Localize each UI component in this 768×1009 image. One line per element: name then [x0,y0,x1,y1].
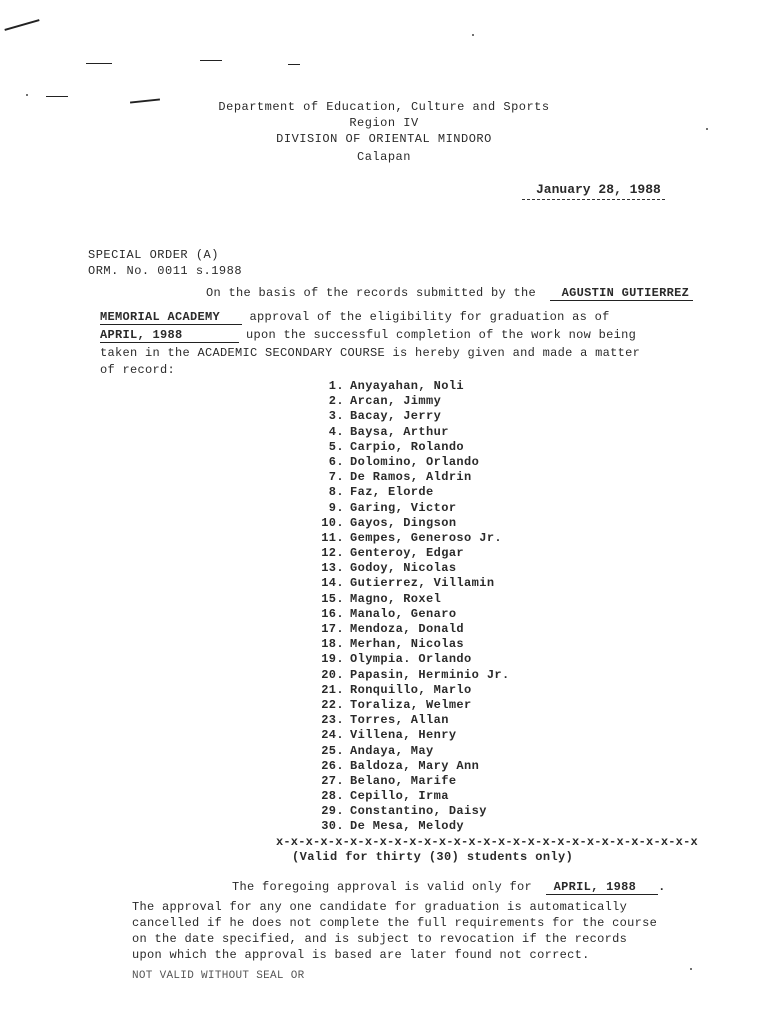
student-list [316,379,510,835]
student-name: Carpio, Rolando [350,439,465,454]
scan-speck [26,94,28,96]
student-row [316,652,510,667]
special-order-title: SPECIAL ORDER (A) [88,248,219,262]
student-number: 11. [321,530,344,545]
scan-speck [690,968,692,970]
student-number: 19. [321,652,344,667]
student-name: Constantino, Daisy [350,804,487,819]
student-number: 8. [328,485,344,500]
student-number: 30. [321,819,344,834]
student-name: Magno, Roxel [350,591,442,606]
student-name: Gayos, Dingson [350,515,457,530]
body-line-3 [100,328,636,343]
school-name-part-2: MEMORIAL ACADEMY [100,310,242,325]
student-row [316,501,510,516]
scan-mark [288,64,300,65]
special-order-number: ORM. No. 0011 s.1988 [88,264,243,278]
student-row [316,470,510,485]
student-number: 14. [321,576,344,591]
student-name: De Ramos, Aldrin [350,470,472,485]
student-name: Torres, Allan [350,713,449,728]
body-line-2-text: approval of the eligibility for graduation as of [249,310,610,324]
closing-line-1-text: The foregoing approval is valid only for [232,880,533,894]
student-row [316,546,510,561]
student-number: 7. [328,470,344,485]
scan-speck [472,34,474,36]
closing-line-3: cancelled if he does not complete the full requirements for the course [132,916,658,930]
student-number: 21. [321,682,344,697]
student-row [316,394,510,409]
student-number: 24. [321,728,344,743]
student-row [316,440,510,455]
student-row [316,409,510,424]
student-name: Godoy, Nicolas [350,561,457,576]
student-name: Olympia. Orlando [350,652,472,667]
student-name: Faz, Elorde [350,485,434,500]
student-number: 26. [321,758,344,773]
header-division: DIVISION OF ORIENTAL MINDORO [276,132,492,146]
graduation-date: APRIL, 1988 [100,328,239,343]
student-name: Genteroy, Edgar [350,546,465,561]
closing-line-6: NOT VALID WITHOUT SEAL OR [132,970,305,982]
closing-line-4: on the date specified, and is subject to revocation if the records [132,932,628,946]
body-line-1 [206,286,693,301]
document-date: January 28, 1988 [522,182,665,200]
student-number: 17. [321,622,344,636]
student-number: 27. [321,773,344,788]
student-row [316,592,510,607]
scan-mark [46,96,68,97]
student-name: Papasin, Herminio Jr. [350,667,510,682]
student-name: Anyayahan, Noli [350,379,465,393]
student-name: Gutierrez, Villamin [350,576,495,591]
student-row [316,744,510,759]
student-name: Ronquillo, Marlo [350,682,472,697]
student-number: 28. [321,789,344,804]
student-name: Garing, Victor [350,500,457,515]
scan-mark [4,19,39,31]
student-number: 6. [328,454,344,469]
student-name: De Mesa, Melody [350,819,465,834]
valid-until-date: APRIL, 1988 [546,880,659,895]
student-number: 5. [328,439,344,454]
student-number: 20. [321,667,344,682]
student-number: 2. [328,394,344,409]
student-row [316,774,510,789]
student-row [316,622,510,637]
student-name: Toraliza, Welmer [350,697,472,712]
student-name: Cepillo, Irma [350,789,449,804]
student-number: 25. [321,743,344,758]
student-name: Dolomino, Orlando [350,454,480,469]
student-name: Belano, Marife [350,773,457,788]
student-row [316,713,510,728]
student-name: Villena, Henry [350,728,457,743]
student-name: Gempes, Generoso Jr. [350,530,503,545]
student-name: Andaya, May [350,743,434,758]
student-number: 1. [328,379,344,393]
student-number: 16. [321,606,344,621]
student-row [316,789,510,804]
student-row [316,531,510,546]
student-number: 12. [321,546,344,561]
body-line-1-text: On the basis of the records submitted by the [206,286,537,300]
student-number: 23. [321,713,344,728]
student-row [316,683,510,698]
student-row [316,804,510,819]
student-number: 15. [321,591,344,606]
student-row [316,576,510,591]
student-row [316,379,510,394]
body-line-2 [100,310,610,325]
student-number: 22. [321,697,344,712]
student-row [316,455,510,470]
scan-mark [200,60,222,61]
student-name: Baldoza, Mary Ann [350,758,480,773]
scan-mark [86,63,112,64]
body-line-5: of record: [100,363,176,377]
student-row [316,728,510,743]
student-row [316,698,510,713]
header-city: Calapan [357,150,411,164]
school-name-part-1: AGUSTIN GUTIERREZ [550,286,694,301]
closing-line-5: upon which the approval is based are later found not correct. [132,948,590,962]
separator-line: x-x-x-x-x-x-x-x-x-x-x-x-x-x-x-x-x-x-x-x-x-x-x-x-x-x-x-x-x [276,835,698,849]
student-number: 29. [321,804,344,819]
student-row [316,637,510,652]
closing-line-2: The approval for any one candidate for graduation is automatically [132,900,628,914]
student-row [316,819,510,834]
header-department: Department of Education, Culture and Sports [218,100,550,114]
student-name: Bacay, Jerry [350,409,442,424]
student-number: 18. [321,637,344,652]
student-row [316,485,510,500]
body-line-4: taken in the ACADEMIC SECONDARY COURSE is hereby given and made a matter [100,346,641,360]
header-region: Region IV [349,116,419,130]
body-line-3-text: upon the successful completion of the work now being [246,328,637,342]
student-number: 13. [321,561,344,576]
closing-line-1: The foregoing approval is valid only for APRIL, 1988 . [232,880,666,894]
student-name: Arcan, Jimmy [350,394,442,409]
student-row [316,607,510,622]
student-row [316,668,510,683]
student-row [316,561,510,576]
student-name: Mendoza, Donald [350,622,465,636]
student-number: 3. [328,409,344,424]
student-number: 10. [321,515,344,530]
student-row [316,425,510,440]
student-name: Merhan, Nicolas [350,637,465,652]
student-number: 9. [328,500,344,515]
valid-note: (Valid for thirty (30) students only) [292,850,574,864]
student-name: Manalo, Genaro [350,606,457,621]
student-name: Baysa, Arthur [350,424,449,439]
student-number: 4. [328,424,344,439]
student-row [316,516,510,531]
student-row [316,759,510,774]
